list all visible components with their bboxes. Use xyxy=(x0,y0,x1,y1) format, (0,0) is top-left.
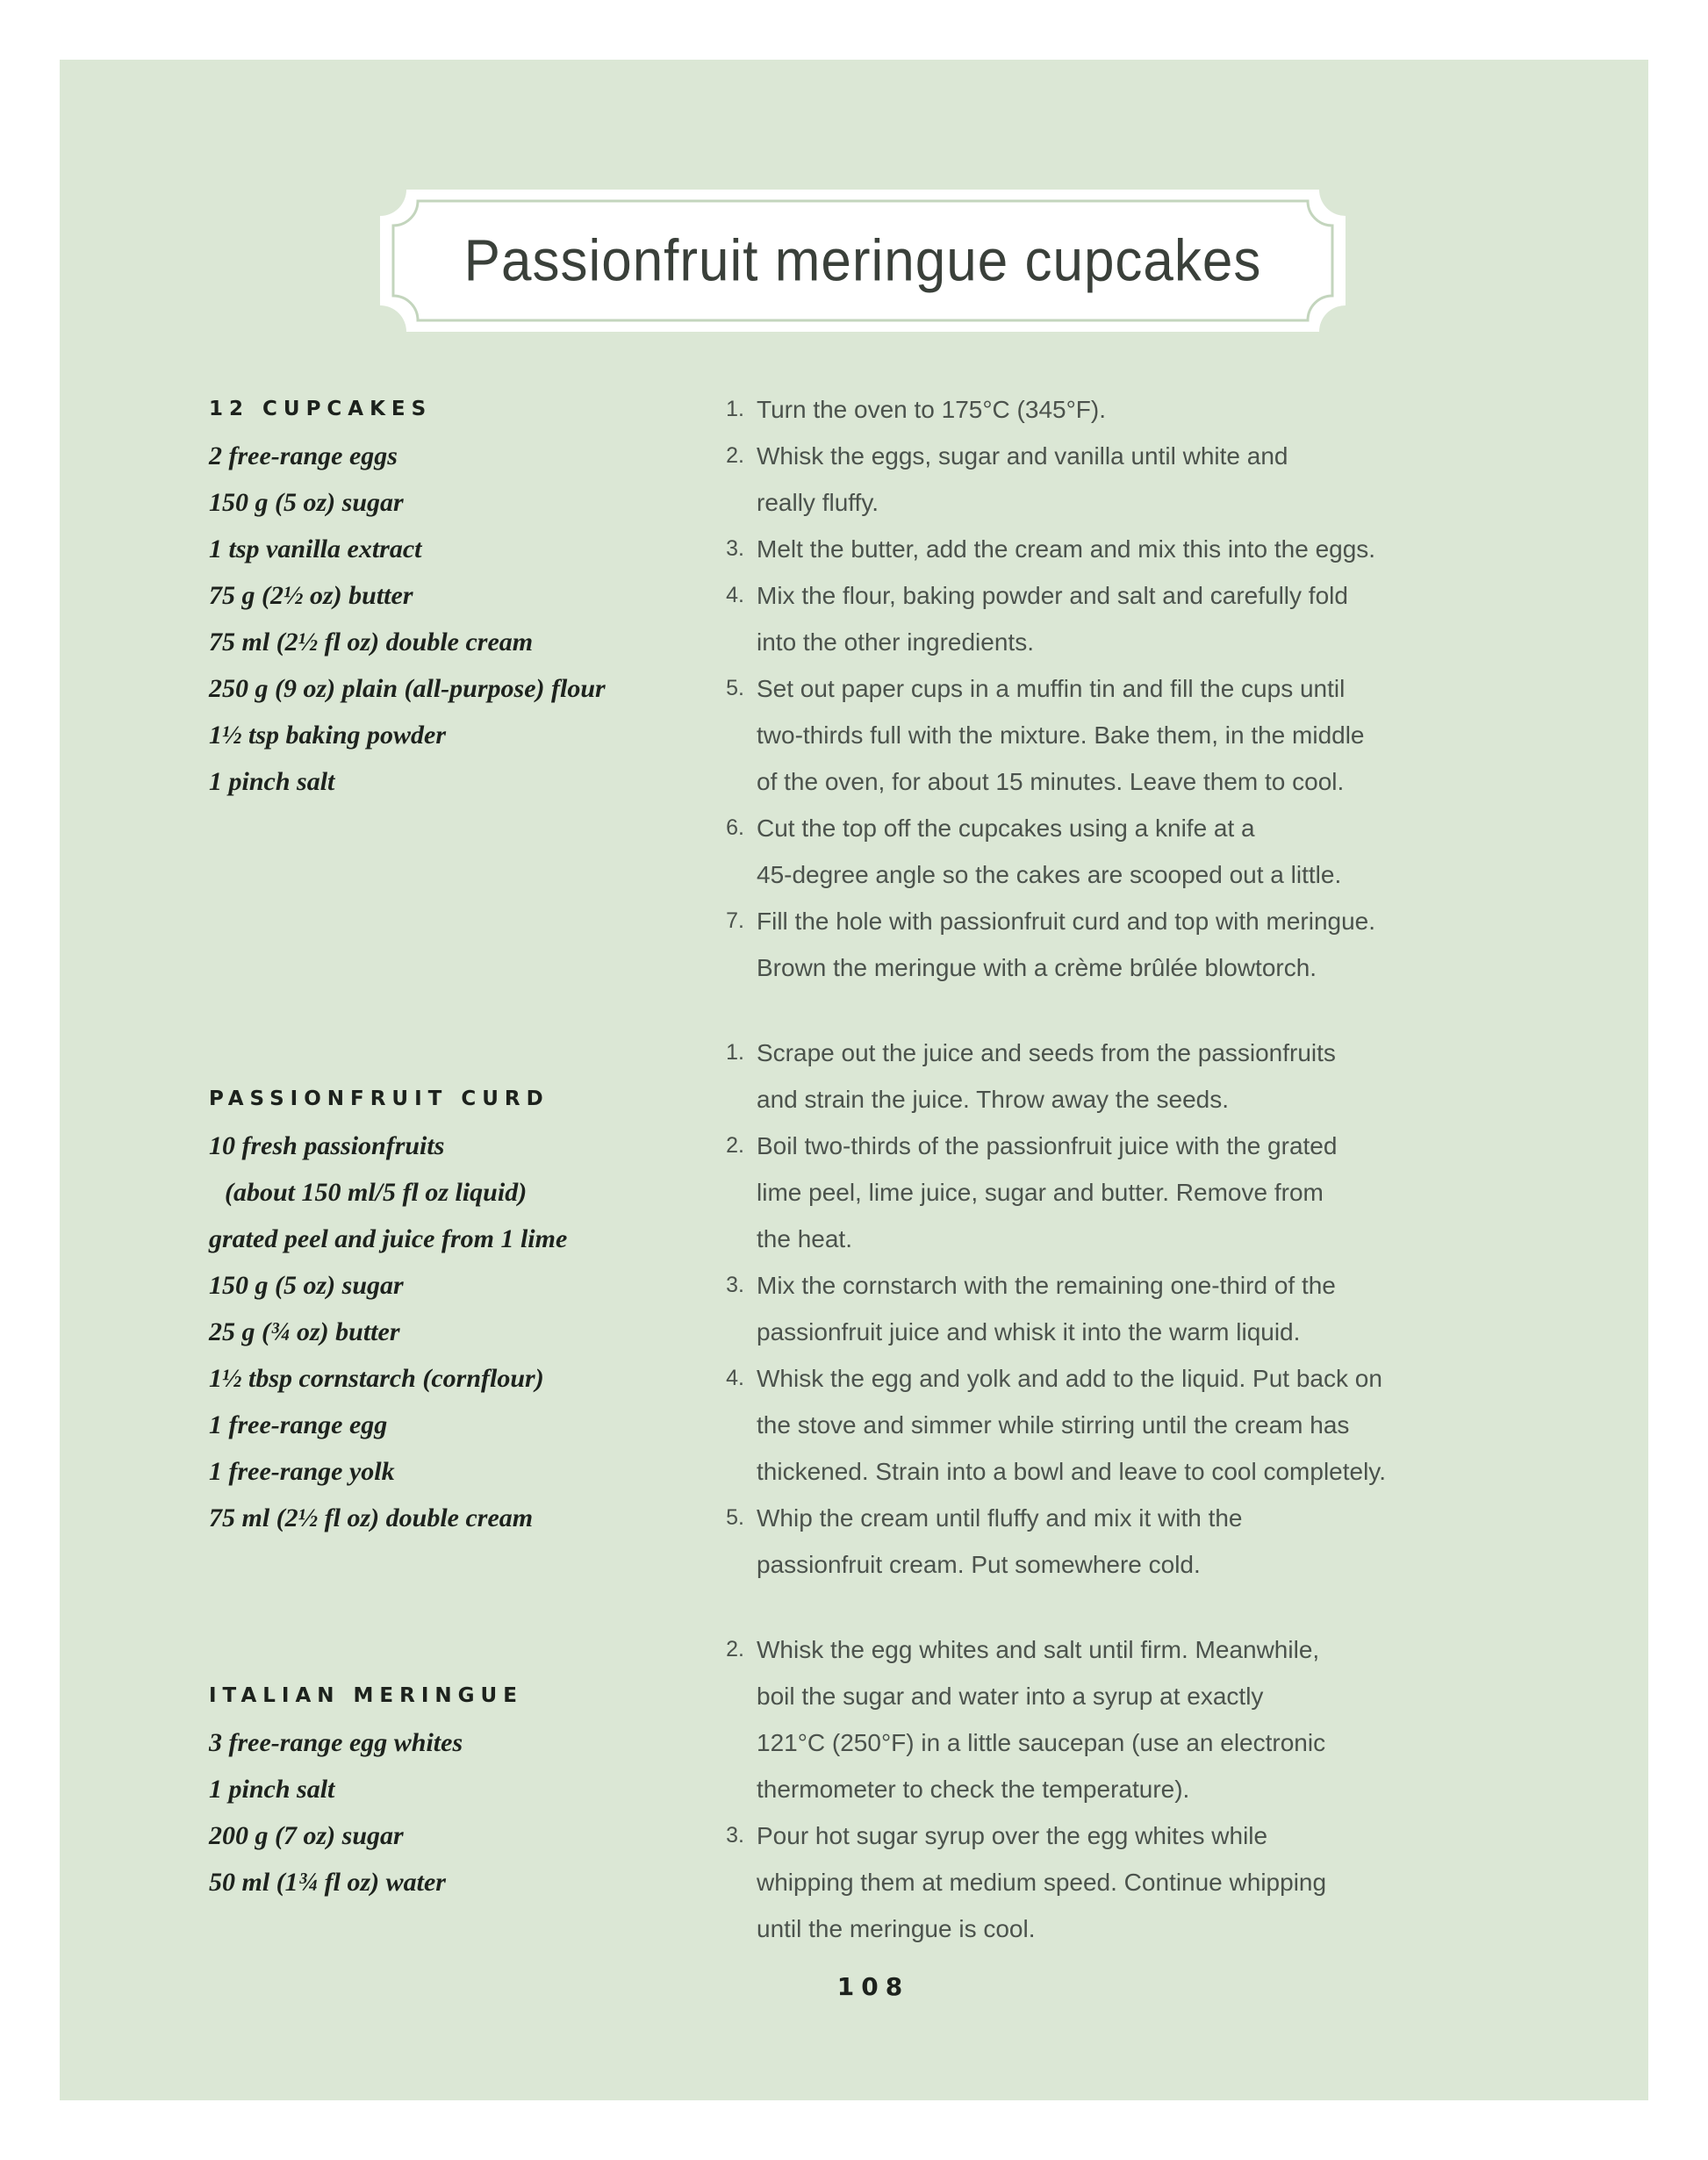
step-text xyxy=(757,1626,1325,1812)
step-text xyxy=(757,665,1365,805)
step-line: Brown the meringue with a crème brûlée blowtorch. xyxy=(757,954,1317,981)
step-number: 2. xyxy=(726,443,744,468)
page-title: Passionfruit meringue cupcakes xyxy=(463,227,1262,294)
step-number: 2. xyxy=(726,1637,744,1661)
step-item xyxy=(709,898,1587,991)
recipe-section xyxy=(209,1030,1587,1588)
step-text xyxy=(757,1355,1386,1495)
recipe-content xyxy=(209,386,1587,1952)
step-text xyxy=(757,898,1375,991)
step-line: Melt the butter, add the cream and mix this into the eggs. xyxy=(757,535,1376,563)
step-item xyxy=(709,572,1587,665)
step-line: Whisk the egg whites and salt until firm. Meanwhile, xyxy=(757,1636,1320,1663)
step-line: until the meringue is cool. xyxy=(757,1915,1036,1942)
step-line: two-thirds full with the mixture. Bake them, in the middle xyxy=(757,721,1365,749)
ingredient-item: 10 fresh passionfruits xyxy=(209,1131,445,1160)
step-line: whipping them at medium speed. Continue whipping xyxy=(757,1869,1327,1896)
step-item xyxy=(709,433,1587,526)
step-text xyxy=(757,1495,1243,1588)
step-line: thermometer to check the temperature). xyxy=(757,1776,1190,1803)
ingredient-list xyxy=(209,1719,709,1905)
step-line: Cut the top off the cupcakes using a knife at a xyxy=(757,814,1255,842)
ingredient-item: 200 g (7 oz) sugar xyxy=(209,1821,404,1850)
step-line: the stove and simmer while stirring until the cream has xyxy=(757,1411,1350,1439)
step-number: 5. xyxy=(726,1505,744,1530)
recipe-page xyxy=(60,60,1648,2100)
ingredient-item: 75 ml (2½ fl oz) double cream xyxy=(209,1503,534,1532)
step-text xyxy=(757,526,1375,572)
ingredient-item: 150 g (5 oz) sugar xyxy=(209,488,404,517)
steps-column xyxy=(709,1030,1587,1588)
recipe-section xyxy=(209,1626,1587,1952)
step-number: 3. xyxy=(726,1823,744,1848)
step-line: Mix the cornstarch with the remaining one-third of the xyxy=(757,1272,1336,1299)
steps-column xyxy=(709,386,1587,991)
ingredient-item: 2 free-range eggs xyxy=(209,441,398,470)
step-line: and strain the juice. Throw away the seeds. xyxy=(757,1086,1230,1113)
step-text xyxy=(757,1123,1337,1262)
step-line: boil the sugar and water into a syrup at exactly xyxy=(757,1683,1264,1710)
step-line: Set out paper cups in a muffin tin and fill the cups until xyxy=(757,675,1346,702)
step-number: 3. xyxy=(726,536,744,561)
ingredient-item: 3 free-range egg whites xyxy=(209,1728,463,1757)
ingredient-item: 1 pinch salt xyxy=(209,767,335,796)
ingredient-item: 75 ml (2½ fl oz) double cream xyxy=(209,628,534,657)
step-text xyxy=(757,1262,1336,1355)
step-line: the heat. xyxy=(757,1225,852,1252)
steps-column xyxy=(709,1626,1587,1952)
step-text xyxy=(757,386,1106,433)
step-line: Whisk the egg and yolk and add to the liquid. Put back on xyxy=(757,1365,1382,1392)
title-plaque xyxy=(380,190,1346,332)
step-line: Turn the oven to 175°C (345°F). xyxy=(757,396,1107,423)
step-item xyxy=(709,1626,1587,1812)
step-number: 5. xyxy=(726,676,744,700)
step-line: 45-degree angle so the cakes are scooped out a little. xyxy=(757,861,1342,888)
ingredient-item: 1 free-range yolk xyxy=(209,1457,395,1486)
step-number: 2. xyxy=(726,1133,744,1158)
ingredients-column xyxy=(209,1030,709,1541)
step-text xyxy=(757,1812,1326,1952)
step-text xyxy=(757,1030,1336,1123)
step-line: Fill the hole with passionfruit curd and top with meringue. xyxy=(757,908,1376,935)
step-line: really fluffy. xyxy=(757,489,879,516)
step-item xyxy=(709,386,1587,433)
step-number: 4. xyxy=(726,583,744,607)
section-label: PASSIONFRUIT CURD xyxy=(209,1087,549,1110)
ingredient-item: 1½ tbsp cornstarch (cornflour) xyxy=(209,1364,544,1393)
step-line: passionfruit juice and whisk it into the warm liquid. xyxy=(757,1318,1301,1346)
step-number: 6. xyxy=(726,815,744,840)
step-line: Boil two-thirds of the passionfruit juice with the grated xyxy=(757,1132,1338,1159)
step-item xyxy=(709,1123,1587,1262)
step-number: 1. xyxy=(726,397,744,421)
step-item xyxy=(709,665,1587,805)
step-item xyxy=(709,1262,1587,1355)
step-item xyxy=(709,1355,1587,1495)
ingredient-item: 25 g (¾ oz) butter xyxy=(209,1317,400,1346)
step-line: Whisk the eggs, sugar and vanilla until white and xyxy=(757,442,1288,470)
step-line: Mix the flour, baking powder and salt and carefully fold xyxy=(757,582,1348,609)
ingredient-item: 50 ml (1¾ fl oz) water xyxy=(209,1868,446,1897)
ingredient-item: 1 free-range egg xyxy=(209,1410,388,1439)
ingredient-item: 150 g (5 oz) sugar xyxy=(209,1271,404,1300)
step-text xyxy=(757,572,1348,665)
step-line: into the other ingredients. xyxy=(757,628,1034,656)
ingredient-list xyxy=(209,1123,709,1541)
ingredients-column xyxy=(209,386,709,805)
step-line: Scrape out the juice and seeds from the passionfruits xyxy=(757,1039,1336,1066)
ingredient-item: 250 g (9 oz) plain (all-purpose) flour xyxy=(209,674,606,703)
step-line: of the oven, for about 15 minutes. Leave them to cool. xyxy=(757,768,1345,795)
step-item xyxy=(709,1812,1587,1952)
section-label: 12 CUPCAKES xyxy=(209,398,433,420)
step-line: Whip the cream until fluffy and mix it with the xyxy=(757,1504,1243,1532)
ingredient-item: grated peel and juice from 1 lime xyxy=(209,1224,568,1253)
step-item xyxy=(709,526,1587,572)
ingredient-list xyxy=(209,433,709,805)
step-number: 4. xyxy=(726,1366,744,1390)
ingredient-item: 1 pinch salt xyxy=(209,1775,335,1804)
ingredient-item: 1 tsp vanilla extract xyxy=(209,535,422,563)
section-label: ITALIAN MERINGUE xyxy=(209,1684,523,1707)
step-line: passionfruit cream. Put somewhere cold. xyxy=(757,1551,1201,1578)
step-line: Pour hot sugar syrup over the egg whites while xyxy=(757,1822,1268,1849)
ingredient-item: 75 g (2½ oz) butter xyxy=(209,581,413,610)
step-number: 7. xyxy=(726,908,744,933)
step-line: thickened. Strain into a bowl and leave to cool completely. xyxy=(757,1458,1387,1485)
step-item xyxy=(709,1030,1587,1123)
step-item xyxy=(709,1495,1587,1588)
page-number: 108 xyxy=(836,1972,910,2001)
recipe-section xyxy=(209,386,1587,991)
step-text xyxy=(757,805,1341,898)
step-line: 121°C (250°F) in a little saucepan (use an electronic xyxy=(757,1729,1326,1756)
step-text xyxy=(757,433,1288,526)
ingredient-item: (about 150 ml/5 fl oz liquid) xyxy=(225,1178,527,1207)
step-number: 3. xyxy=(726,1273,744,1297)
ingredients-column xyxy=(209,1626,709,1905)
step-item xyxy=(709,805,1587,898)
step-number: 1. xyxy=(726,1040,744,1065)
ingredient-item: 1½ tsp baking powder xyxy=(209,721,447,750)
step-line: lime peel, lime juice, sugar and butter. Remove from xyxy=(757,1179,1324,1206)
